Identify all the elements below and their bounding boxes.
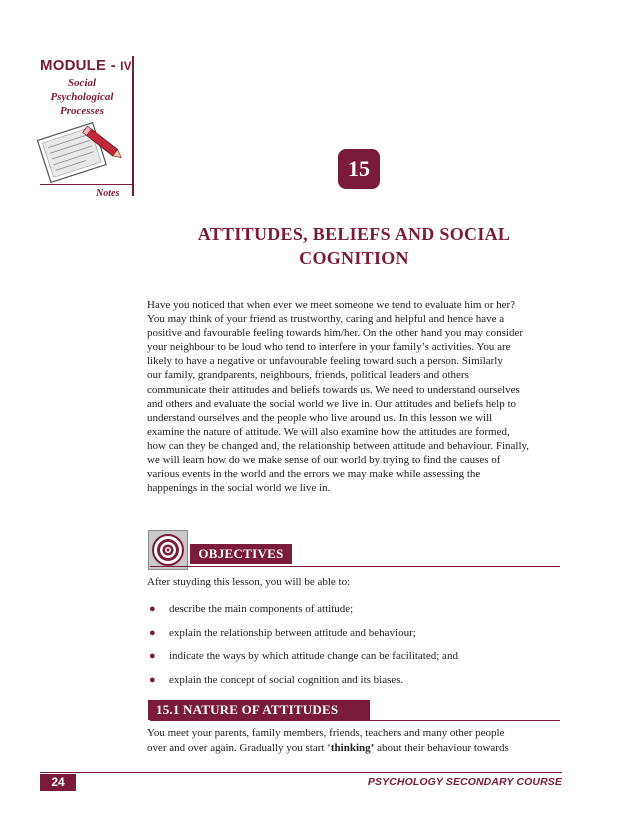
module-heading <box>40 57 132 74</box>
intro-line: how can they be changed and, the relationship between attitude and behaviour. Finally, <box>147 439 530 452</box>
section-heading: 15.1 NATURE OF ATTITUDES <box>148 700 370 720</box>
bullet-icon: ● <box>149 673 156 686</box>
intro-line: You may think of your friend as trustworthy, caring and helpful and hence have a <box>147 313 505 326</box>
objectives-list <box>147 602 563 696</box>
module-subtitle <box>30 76 134 118</box>
module-subtitle-line: Processes <box>60 105 104 117</box>
intro-line: our family, grandparents, neighbours, friends, political leaders and others <box>147 369 469 382</box>
chapter-title <box>146 222 562 270</box>
list-item <box>147 626 563 650</box>
emphasis-text: thinking’ <box>330 741 375 754</box>
intro-paragraph <box>147 298 563 495</box>
intro-line: understand ourselves and the people who live around us. In this lesson we will <box>147 411 493 424</box>
intro-line: examine the nature of attitude. We will also examine how the attitudes are formed, <box>147 425 510 438</box>
intro-line: and others and evaluate the social world we live in. Our attitudes and beliefs help to <box>147 397 516 410</box>
bullet-icon: ● <box>149 650 156 662</box>
target-icon <box>148 530 188 570</box>
list-item <box>147 673 563 697</box>
chapter-number: 15 <box>338 149 380 189</box>
intro-line: various events in the world and the errors we may make while assessing the <box>147 468 481 481</box>
section-line <box>147 741 563 756</box>
list-item <box>147 649 563 673</box>
bullet-icon: ● <box>149 626 156 639</box>
intro-line: your neighbour to be loud who tend to interfere in your family’s activities. You are <box>147 341 511 354</box>
module-label: MODULE - <box>40 57 121 74</box>
notes-label: Notes <box>96 188 120 199</box>
objectives-rule <box>150 566 560 567</box>
section-line: You meet your parents, family members, friends, teachers and many other people <box>147 727 505 739</box>
list-item-text: explain the concept of social cognition and its biases. <box>169 673 404 686</box>
intro-line: Have you noticed that when ever we meet someone we tend to evaluate him or her? <box>147 299 516 311</box>
list-item-text: describe the main components of attitude; <box>169 603 354 615</box>
intro-line: happenings in the social world we live in. <box>147 482 331 495</box>
intro-line: positive and favourable feeling towards him/her. On the other hand you may consider <box>147 327 524 340</box>
section-rule <box>150 720 560 721</box>
chapter-title-line: ATTITUDES, BELIEFS AND SOCIAL <box>197 224 511 244</box>
module-subtitle-line: Psychological <box>50 91 114 103</box>
intro-line: we will learn how do we make sense of our world by trying to find the causes of <box>147 454 501 467</box>
bullet-icon: ● <box>149 603 156 615</box>
page-number: 24 <box>40 774 76 791</box>
footer-rule <box>40 772 562 773</box>
list-item <box>147 602 563 626</box>
notes-rule <box>40 184 132 185</box>
objectives-heading: OBJECTIVES <box>190 544 292 564</box>
notepad-pencil-icon <box>34 120 130 186</box>
section-text: about their behaviour towards <box>374 741 509 754</box>
section-text: over and over again. Gradually you start ‘ <box>147 741 331 754</box>
module-subtitle-line: Social <box>67 77 97 89</box>
list-item-text: explain the relationship between attitude and behaviour; <box>169 626 416 639</box>
section-paragraph <box>147 726 563 755</box>
chapter-title-line: COGNITION <box>299 248 409 268</box>
objectives-lead: After stuyding this lesson, you will be able to: <box>147 576 351 588</box>
intro-line: communicate their attitudes and beliefs towards us. We need to understand ourselves <box>147 383 520 396</box>
list-item-text: indicate the ways by which attitude change can be facilitated; and <box>169 650 458 662</box>
course-title: PSYCHOLOGY SECONDARY COURSE <box>367 776 562 788</box>
module-number: IV <box>120 59 132 73</box>
intro-line: likely to have a negative or unfavourable feeling toward such a person. Similarly <box>147 355 503 368</box>
